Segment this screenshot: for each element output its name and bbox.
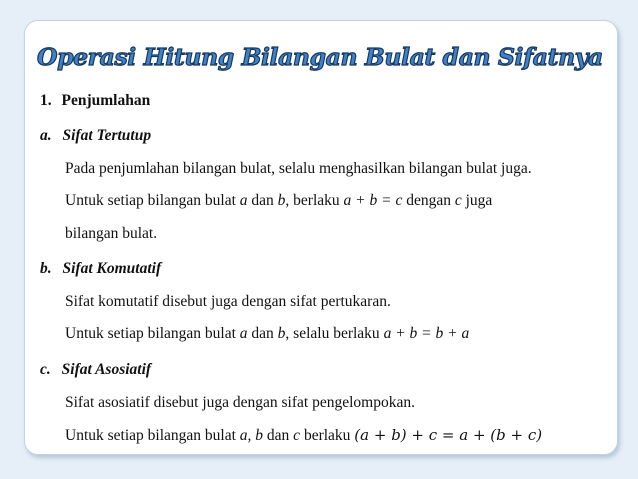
- item-a-line2: [65, 192, 492, 210]
- text: dan: [247, 325, 278, 342]
- text: Untuk setiap bilangan bulat: [65, 192, 240, 209]
- item-c-marker: c.: [40, 361, 51, 378]
- var-c: c: [293, 427, 301, 444]
- item-c-line2: [65, 426, 542, 445]
- item-a-heading: [40, 127, 151, 145]
- item-c-heading: [40, 361, 151, 379]
- section-number: 1.: [40, 92, 52, 109]
- section-heading: [40, 92, 150, 110]
- item-b-title: Sifat Komutatif: [62, 260, 162, 277]
- item-b-line2: [65, 325, 469, 343]
- item-b-line1: Sifat komutatif disebut juga dengan sifat pertukaran.: [65, 293, 391, 310]
- var-b: b: [277, 192, 286, 209]
- slide-title: Operasi Hitung Bilangan Bulat dan Sifatnya: [37, 43, 603, 71]
- text: , berlaku: [285, 192, 344, 209]
- text: dan: [263, 427, 294, 444]
- var-a: a: [239, 192, 248, 209]
- text: dengan: [402, 192, 455, 209]
- formula: a + b = c: [343, 192, 403, 209]
- text: juga: [461, 192, 493, 209]
- var-b: b: [277, 325, 286, 342]
- item-a-marker: a.: [40, 127, 52, 144]
- text: berlaku: [300, 427, 355, 444]
- formula: a + b = b + a: [383, 325, 470, 342]
- text: Untuk setiap bilangan bulat: [65, 325, 240, 342]
- text: Untuk setiap bilangan bulat: [65, 427, 240, 444]
- section-label: Penjumlahan: [61, 92, 151, 109]
- text: dan: [247, 192, 278, 209]
- vars-a-b: a, b: [239, 427, 264, 444]
- item-c-line1: Sifat asosiatif disebut juga dengan sifat pengelompokan.: [65, 394, 415, 411]
- var-a: a: [239, 325, 248, 342]
- item-c-title: Sifat Asosiatif: [61, 361, 152, 378]
- item-a-title: Sifat Tertutup: [62, 127, 152, 144]
- item-a-line1: Pada penjumlahan bilangan bulat, selalu menghasilkan bilangan bulat juga.: [65, 160, 532, 177]
- var-c: c: [454, 192, 462, 209]
- text: , selalu berlaku: [285, 325, 384, 342]
- slide: [24, 20, 618, 455]
- item-b-heading: [40, 260, 161, 278]
- formula: (a + b) + c = a + (b + c): [354, 426, 543, 444]
- item-a-line3: bilangan bulat.: [65, 225, 158, 242]
- item-b-marker: b.: [40, 260, 52, 277]
